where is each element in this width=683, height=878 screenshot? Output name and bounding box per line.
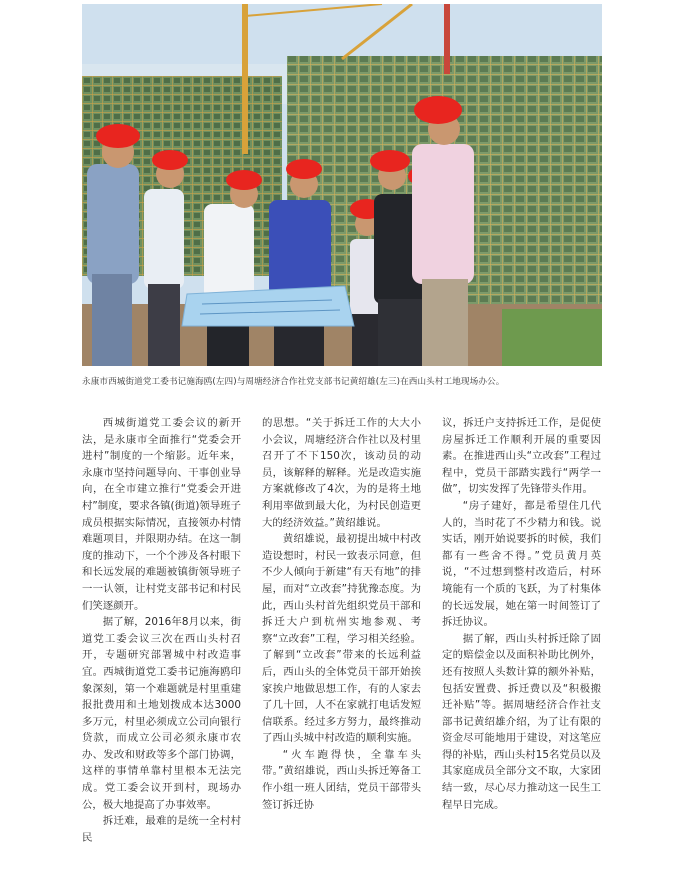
paragraph: 据了解，西山头村拆迁除了固定的赔偿金以及面积补助比例外，还有按照人头数计算的额外补贴，包括安置费、拆迁费以及“积极搬迁补贴”等。据周塘经济合作社支部书记黄绍雄介绍，为了让有限的资金尽可能地用于建设，对这笔应得的补贴，西山头村15名党员以及其家庭成员全部分文不取，大家团结一致，尽心尽力推动这一民生工程早日完成。 xyxy=(442,632,601,811)
paragraph: 西城街道党工委会议的新开法，是永康市全面推行“党委会开进村”制度的一个缩影。近年来，永康市坚持问题导向、干事创业导向，在全市建立推行“党委会开进村”制度，要求各镇(街道)领导班子成员根据实际情况，直接领办村情难题项目，并限期办结。在这一制度的推动下，一个个涉及各村眼下和长远发展的难题被镇街领导班子一一认领，让村党支部书记和村民们笑逐颜开。 xyxy=(82,417,241,612)
photo-caption: 永康市西城街道党工委书记施海鸥(左四)与周塘经济合作社党支部书记黄绍雄(左三)在西山头村工地现场办公。 xyxy=(82,377,505,387)
paragraph: 的思想。“关于拆迁工作的大大小小会议，周塘经济合作社以及村里召开了不下150次，该动员的动员，该解释的解释。光是改造实施方案就修改了4次，为的是将土地利用率做到最大化，为村民创造更大的经济效益。”黄绍雄说。 xyxy=(262,417,421,529)
text-column-2 xyxy=(262,415,421,813)
paragraph: “火车跑得快，全靠车头带。”黄绍雄说，西山头拆迁筹备工作小组一班人团结，党员干部带头签订拆迁协 xyxy=(262,748,421,811)
paragraph: 议，拆迁户支持拆迁工作，是促使房屋拆迁工作顺利开展的重要因素。在推进西山头“立改套”工程过程中，党员干部踏实践行“两学一做”，切实发挥了先锋带头作用。 xyxy=(442,417,601,496)
paragraph: 据了解，2016年8月以来，街道党工委会议三次在西山头村召开，专题研究部署城中村改造事宜。西城街道党工委书记施海鸥印象深刻，第一个难题就是村里重建报批费用和土地划拨成本达3000多万元，村里必须成立公司向银行贷款，而成立公司必须永康市农办、发改和财政等多个部门协调，这样的事情单靠村里根本无法完成。党工委会议开到村，现场办公，极大地提高了办事效率。 xyxy=(82,616,241,811)
text-column-1 xyxy=(82,415,241,846)
construction-site-photo xyxy=(82,4,602,366)
text-column-3 xyxy=(442,415,601,813)
paragraph: “房子建好，都是希望住几代人的，当时花了不少精力和钱。说实话，刚开始说要拆的时候，我们都有一些舍不得。”党员黄月英说，“不过想到整村改造后，村环境能有一个质的飞跃，为了村集体的长远发展，她在第一时间签订了拆迁协议。 xyxy=(442,499,601,629)
photo-illustration xyxy=(82,4,602,366)
paragraph: 拆迁难，最难的是统一全村村民 xyxy=(82,815,241,844)
paragraph: 黄绍雄说，最初提出城中村改造设想时，村民一致表示同意，但不少人倾向于新建“有天有地”的排屋，而对“立改套”持犹豫态度。为此，西山头村首先组织党员干部和拆迁大户到杭州实地参观、考察“立改套”工程，学习相关经验。了解到“立改套”带来的长远利益后，西山头的全体党员干部开始挨家挨户地做思想工作，有的人家去了几十回，人不在家就打电话发短信联系。经过多方努力，最终推动了西山头城中村改造的顺利实施。 xyxy=(262,533,421,745)
